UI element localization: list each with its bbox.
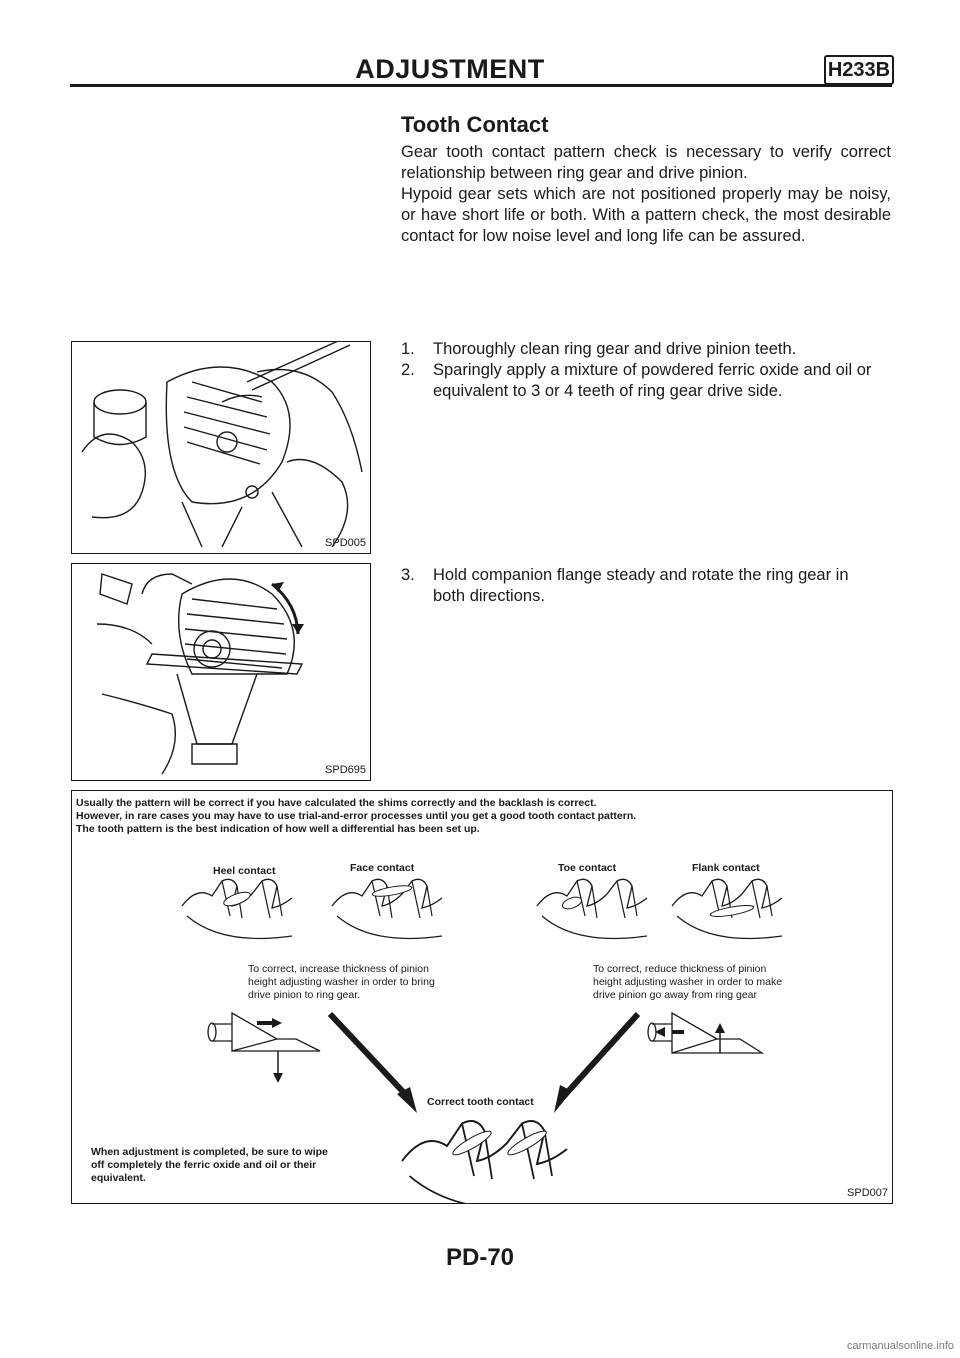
step-2 <box>401 360 891 402</box>
note-increase-line-2: height adjusting washer in order to bring <box>248 976 435 988</box>
step-3-number: 3. <box>401 566 415 584</box>
intro-paragraph-1: Gear tooth contact pattern check is necessary to verify correct relationship between ring gear and drive pinion. <box>401 143 891 182</box>
figure-2-code: SPD695 <box>325 764 366 776</box>
note-increase-line-3: drive pinion to ring gear. <box>248 989 361 1001</box>
tooth-contact-drawings <box>72 791 892 1203</box>
intro-paragraph-2: Hypoid gear sets which are not positioned properly may be noisy, or have short life or both. With a pattern check, the most desirable contact for low noise level and long life can be assured. <box>401 185 891 245</box>
step-1-number: 1. <box>401 340 415 358</box>
pinion-reduce-schematic <box>648 1013 762 1053</box>
rotating-ring-gear-illustration <box>72 564 370 780</box>
correct-contact-tooth <box>402 1121 567 1203</box>
heel-contact-tooth <box>182 879 292 938</box>
tooth-contact-diagram <box>71 790 893 1204</box>
diagram-intro-line-2: However, in rare cases you may have to use trial-and-error processes until you get a good tooth contact pattern. <box>76 810 637 822</box>
figure-1-code: SPD005 <box>325 537 366 549</box>
final-note-line-1: When adjustment is completed, be sure to wipe <box>91 1146 328 1158</box>
page-header-title: ADJUSTMENT <box>355 54 545 84</box>
step-3-text: Hold companion flange steady and rotate the ring gear in <box>433 566 849 584</box>
section-code-badge: H233B <box>824 55 894 85</box>
label-flank-contact: Flank contact <box>692 862 760 874</box>
figure-cleaning-gear <box>71 341 371 554</box>
site-watermark: carmanualsonline.info <box>846 1340 954 1352</box>
arrow-to-correct-right <box>564 1014 638 1096</box>
diagram-intro-line-1: Usually the pattern will be correct if you have calculated the shims correctly and the backlash is correct. <box>76 797 597 809</box>
final-note-line-2: off completely the ferric oxide and oil or their <box>91 1159 317 1171</box>
toe-contact-tooth <box>537 879 647 938</box>
diagram-intro-line-3: The tooth pattern is the best indication of how well a differential has been set up. <box>76 823 480 835</box>
figure-rotate-ring-gear <box>71 563 371 781</box>
step-1-text: Thoroughly clean ring gear and drive pinion teeth. <box>433 340 797 358</box>
section-title: Tooth Contact <box>401 112 549 137</box>
final-note-line-3: equivalent. <box>91 1172 146 1184</box>
step-1 <box>401 339 891 360</box>
label-correct-tooth-contact: Correct tooth contact <box>427 1096 534 1108</box>
note-reduce-line-3: drive pinion go away from ring gear <box>593 989 758 1001</box>
step-2-continuation: equivalent to 3 or 4 teeth of ring gear drive side. <box>433 382 783 400</box>
note-increase-line-1: To correct, increase thickness of pinion <box>248 963 429 975</box>
label-heel-contact: Heel contact <box>213 865 276 877</box>
step-2-number: 2. <box>401 361 415 379</box>
step-3 <box>401 565 891 607</box>
arrow-to-correct-left <box>330 1014 407 1096</box>
page-number: PD-70 <box>445 1244 515 1271</box>
flank-contact-tooth <box>672 879 782 938</box>
label-toe-contact: Toe contact <box>558 862 617 874</box>
arrow-left-icon <box>655 1027 665 1037</box>
arrow-down-icon <box>273 1073 283 1083</box>
diagram-code: SPD007 <box>847 1187 888 1199</box>
step-2-text: Sparingly apply a mixture of powdered ferric oxide and oil or <box>433 361 872 379</box>
face-contact-tooth <box>332 879 442 938</box>
header-divider <box>70 84 892 87</box>
label-face-contact: Face contact <box>350 862 415 874</box>
note-reduce-line-1: To correct, reduce thickness of pinion <box>593 963 767 975</box>
note-reduce-line-2: height adjusting washer in order to make <box>593 976 783 988</box>
arrow-up-icon <box>715 1023 725 1033</box>
arrow-right-icon <box>272 1018 282 1028</box>
hands-applying-compound-illustration <box>72 342 370 553</box>
step-3-continuation: both directions. <box>433 587 545 605</box>
pinion-increase-schematic <box>208 1013 320 1075</box>
